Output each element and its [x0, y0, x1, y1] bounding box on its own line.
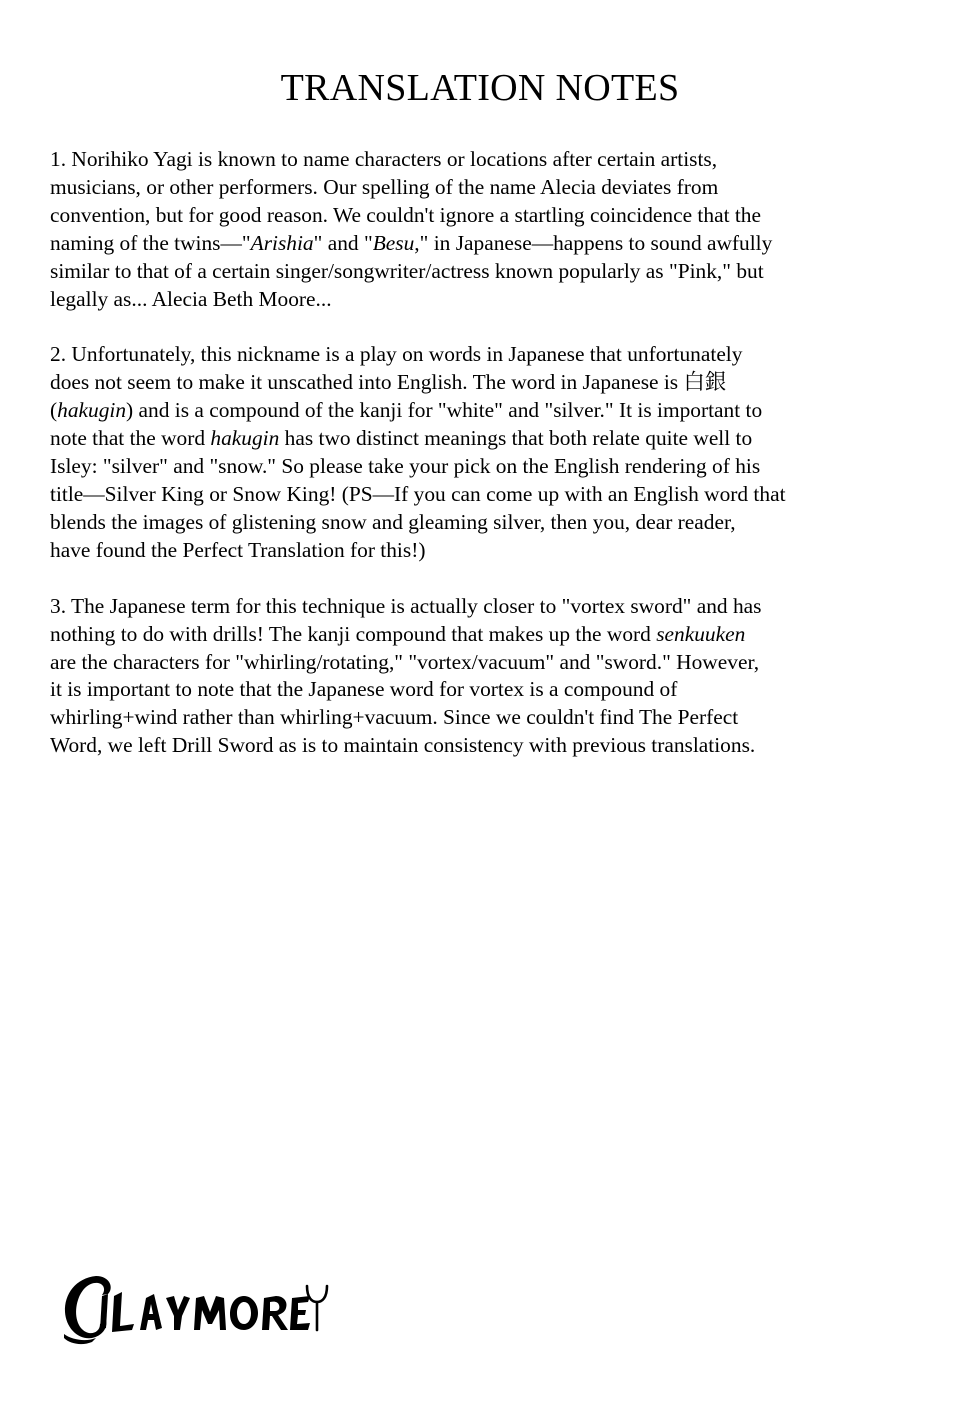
note-text: ," in Japanese—happens to sound awfully: [414, 230, 773, 255]
note-line: [50, 258, 918, 286]
translation-note-1: [50, 146, 918, 313]
note-line: [50, 202, 918, 230]
note-text: has two distinct meanings that both relate quite well to: [279, 426, 753, 451]
note-text: are the characters for "whirling/rotating," "vortex/vacuum" and "sword." However,: [50, 649, 760, 674]
note-text: title—Silver King or Snow King! (PS—If you can come up with an English word that: [50, 481, 786, 506]
note-line: [50, 453, 918, 481]
note-line: [50, 397, 918, 425]
italic-term: hakugin: [210, 426, 280, 451]
note-text: nothing to do with drills! The kanji compound that makes up the word: [50, 621, 657, 646]
note-text: (: [50, 398, 58, 423]
claymore-logo-graphic: [62, 1268, 337, 1348]
note-text: legally as... Alecia Beth Moore...: [50, 286, 332, 311]
italic-term: Arishia: [250, 230, 314, 255]
note-text: 3. The Japanese term for this technique is actually closer to "vortex sword" and has: [50, 593, 762, 618]
italic-term: senkuuken: [656, 621, 746, 646]
note-text: ) and is a compound of the kanji for "white" and "silver." It is important to: [126, 398, 763, 423]
note-line: [50, 621, 918, 649]
note-text: blends the images of glistening snow and gleaming silver, then you, dear reader,: [50, 509, 736, 534]
note-line: [50, 481, 918, 509]
note-text: Word, we left Drill Sword as is to maintain consistency with previous translations.: [50, 733, 756, 758]
note-line: [50, 146, 918, 174]
note-text: 1. Norihiko Yagi is known to name characters or locations after certain artists,: [50, 147, 718, 171]
claymore-logo: [62, 1268, 337, 1348]
note-text: note that the word: [50, 426, 211, 451]
note-text: similar to that of a certain singer/songwriter/actress known popularly as "Pink," but: [50, 258, 764, 283]
note-line: [50, 230, 918, 258]
note-text: convention, but for good reason. We couldn't ignore a startling coincidence that the: [50, 202, 761, 227]
note-line: [50, 341, 918, 369]
page-title: TRANSLATION NOTES: [280, 67, 680, 109]
note-line: [50, 286, 918, 314]
note-text: musicians, or other performers. Our spelling of the name Alecia deviates from: [50, 174, 719, 199]
note-line: [50, 537, 918, 565]
note-line: [50, 369, 918, 397]
note-text: Isley: "silver" and "snow." So please take your pick on the English rendering of his: [50, 454, 761, 479]
note-line: [50, 509, 918, 537]
italic-term: Besu: [372, 230, 415, 255]
note-text: does not seem to make it unscathed into English. The word in Japanese is 白銀: [50, 370, 727, 395]
translation-notes-list: [50, 146, 918, 788]
note-line: [50, 676, 918, 704]
note-line: [50, 704, 918, 732]
note-line: [50, 174, 918, 202]
note-line: [50, 732, 918, 760]
italic-term: hakugin: [57, 398, 127, 423]
translation-note-3: [50, 593, 918, 760]
note-text: it is important to note that the Japanese word for vortex is a compound of: [50, 677, 678, 702]
note-line: [50, 425, 918, 453]
note-text: 2. Unfortunately, this nickname is a play on words in Japanese that unfortunately: [50, 342, 743, 367]
note-line: [50, 593, 918, 621]
note-text: whirling+wind rather than whirling+vacuum. Since we couldn't find The Perfect: [50, 705, 739, 730]
translation-note-2: [50, 341, 918, 564]
note-line: [50, 649, 918, 677]
note-text: " and ": [313, 230, 373, 255]
note-text: have found the Perfect Translation for this!): [50, 537, 426, 562]
note-text: naming of the twins—": [50, 230, 251, 255]
claymore-sword-emblem-icon: [307, 1286, 327, 1330]
